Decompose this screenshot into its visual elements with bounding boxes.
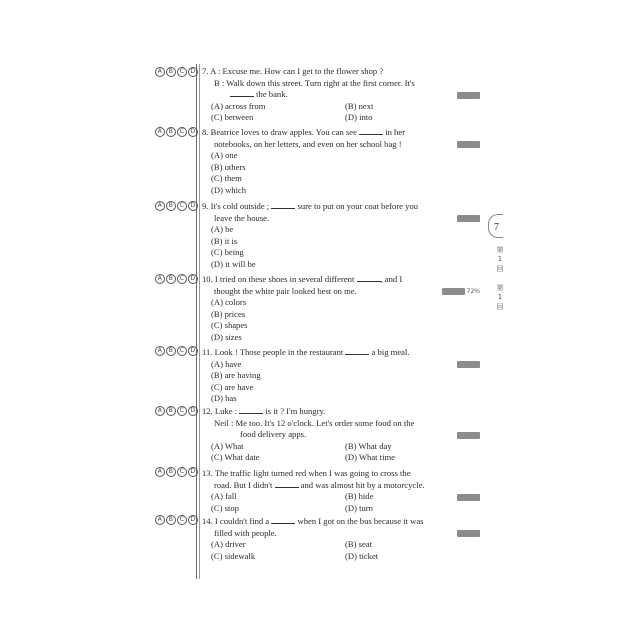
q9-line-1: 9. It's cold outside ; sure to put on your coat before you [202,201,419,211]
q7-line-3: the bank. [202,89,480,101]
answer-bubbles-q12[interactable]: A B C D [155,405,199,416]
q10-option-c: (C) shapes [211,320,248,331]
q12-line-1: 12. Luke : is it ? I'm hungry. [202,406,326,416]
q7-line-2: B : Walk down this street. Turn right at the first corner. It's [214,77,415,88]
side-tab-char-5: 1 [497,293,503,301]
q12-option-d: (D) What time [345,452,395,463]
q13-options-row2 [202,503,480,515]
q11-line-1: 11. Look ! Those people in the restaurant a big meal. [202,347,410,357]
q12-options-row2 [202,452,480,464]
q9-option-c: (C) being [211,247,244,258]
q14-option-a: (A) driver [211,539,246,550]
q14-option-d: (D) ticket [345,550,379,561]
q12-option-a: (A) What [211,440,244,451]
answer-bubbles-q11[interactable]: A B C D [155,345,199,356]
q10-blank [357,274,381,282]
q14-options-row2 [202,551,480,563]
q14-blank [271,516,295,524]
difficulty-tag [457,215,480,222]
q7-option-a: (A) across from [211,100,266,111]
q13-blank [275,480,299,488]
q7-option-c: (C) between [211,112,254,123]
question-8 [202,127,480,197]
answer-bubbles-q9[interactable]: A B C D [155,200,199,211]
q14-option-c: (C) sidewalk [211,550,256,561]
difficulty-tag [442,288,465,295]
question-14 [202,516,480,562]
answer-bubbles-q10[interactable]: A B C D [155,273,199,284]
q11-blank [345,347,369,355]
question-9 [202,201,480,271]
q8-line-1: 8. Beatrice loves to draw apples. You can see in her [202,127,406,137]
difficulty-tag [457,432,480,439]
side-tab-char-2: 1 [497,255,503,263]
question-7 [202,66,480,124]
q10-option-d: (D) sizes [211,331,242,342]
side-tab-char-6: 回 [496,303,504,311]
q7-option-d: (D) into [345,112,373,123]
q12-line-3: food delivery apps. [202,429,480,441]
q7-options [202,101,480,113]
q14-line-1: 14. I couldn't find a when I got on the bus because it was [202,516,424,526]
question-12 [202,406,480,464]
side-tab-char-4: 第 [496,284,504,292]
q9-line-2: leave the house. [202,213,480,225]
q11-option-d: (D) has [211,393,237,404]
margin-rule [196,64,197,579]
q10-line-2: thought the white pair looked best on me. 72% [214,285,480,296]
q8-line-2: notebooks, on her letters, and even on her school bag ! [202,139,480,151]
difficulty-tag [457,141,480,148]
q14-line-2: filled with people. [202,528,480,540]
difficulty-tag [457,361,480,368]
margin-rule-inner [199,64,200,579]
q13-option-c: (C) stop [211,502,239,513]
q9-blank [271,201,295,209]
q13-option-d: (D) turn [345,502,373,513]
q8-option-d: (D) which [211,184,247,195]
q11-option-a: (A) have [202,359,480,371]
side-tab-char-1: 第 [496,246,504,254]
q7-blank [230,89,254,97]
q8-option-a: (A) one [211,150,238,161]
q14-option-b: (B) seat [345,539,372,550]
q9-option-b: (B) it is [211,235,238,246]
difficulty-tag [457,494,480,501]
answer-bubbles-q13[interactable]: A B C D [155,466,199,477]
answer-bubbles-q7[interactable]: A B C D [155,66,199,77]
difficulty-tag [457,92,480,99]
q12-blank [239,406,263,414]
difficulty-tag [457,530,480,537]
q13-option-a: (A) fall [211,491,237,502]
side-tab-char-3: 回 [496,265,504,273]
q13-line-2: road. But I didn't and was almost hit by a motorcycle. [214,479,425,490]
q8-blank [359,127,383,135]
q7-line-1: 7. A : Excuse me. How can I get to the flower shop ? [202,66,384,76]
q13-line-1: 13. The traffic light turned red when I was going to cross the [202,468,411,478]
question-11 [202,347,480,405]
q12-line-2: Neil : Me too. It's 12 o'clock. Let's order some food on the [214,417,415,428]
q8-option-b: (B) others [211,161,246,172]
q11-option-b: (B) are having [211,370,261,381]
q10-line-1: 10. I tried on these shoes in several different , and I [202,274,403,284]
q9-option-d: (D) it will be [211,258,256,269]
q8-option-c: (C) them [211,173,242,184]
q10-option-a: (A) colors [211,297,247,308]
q10-option-b: (B) prices [211,308,246,319]
q13-options [202,491,480,503]
page-number: 7 [494,222,499,233]
q13-option-b: (B) hide [345,491,374,502]
q9-option-a: (A) be [211,224,234,235]
q7-options-row2 [202,112,480,124]
q14-options [202,539,480,551]
answer-bubbles-q14[interactable]: A B C D [155,514,199,525]
q12-option-c: (C) What date [211,452,260,463]
q11-option-c: (C) are have [211,381,254,392]
q7-option-b: (B) next [345,100,374,111]
percent-tag: 72% [466,287,480,295]
question-10 [202,274,480,344]
q12-options [202,441,480,453]
q12-option-b: (B) What day [345,440,392,451]
answer-bubbles-q8[interactable]: A B C D [155,126,199,137]
question-13 [202,468,480,514]
